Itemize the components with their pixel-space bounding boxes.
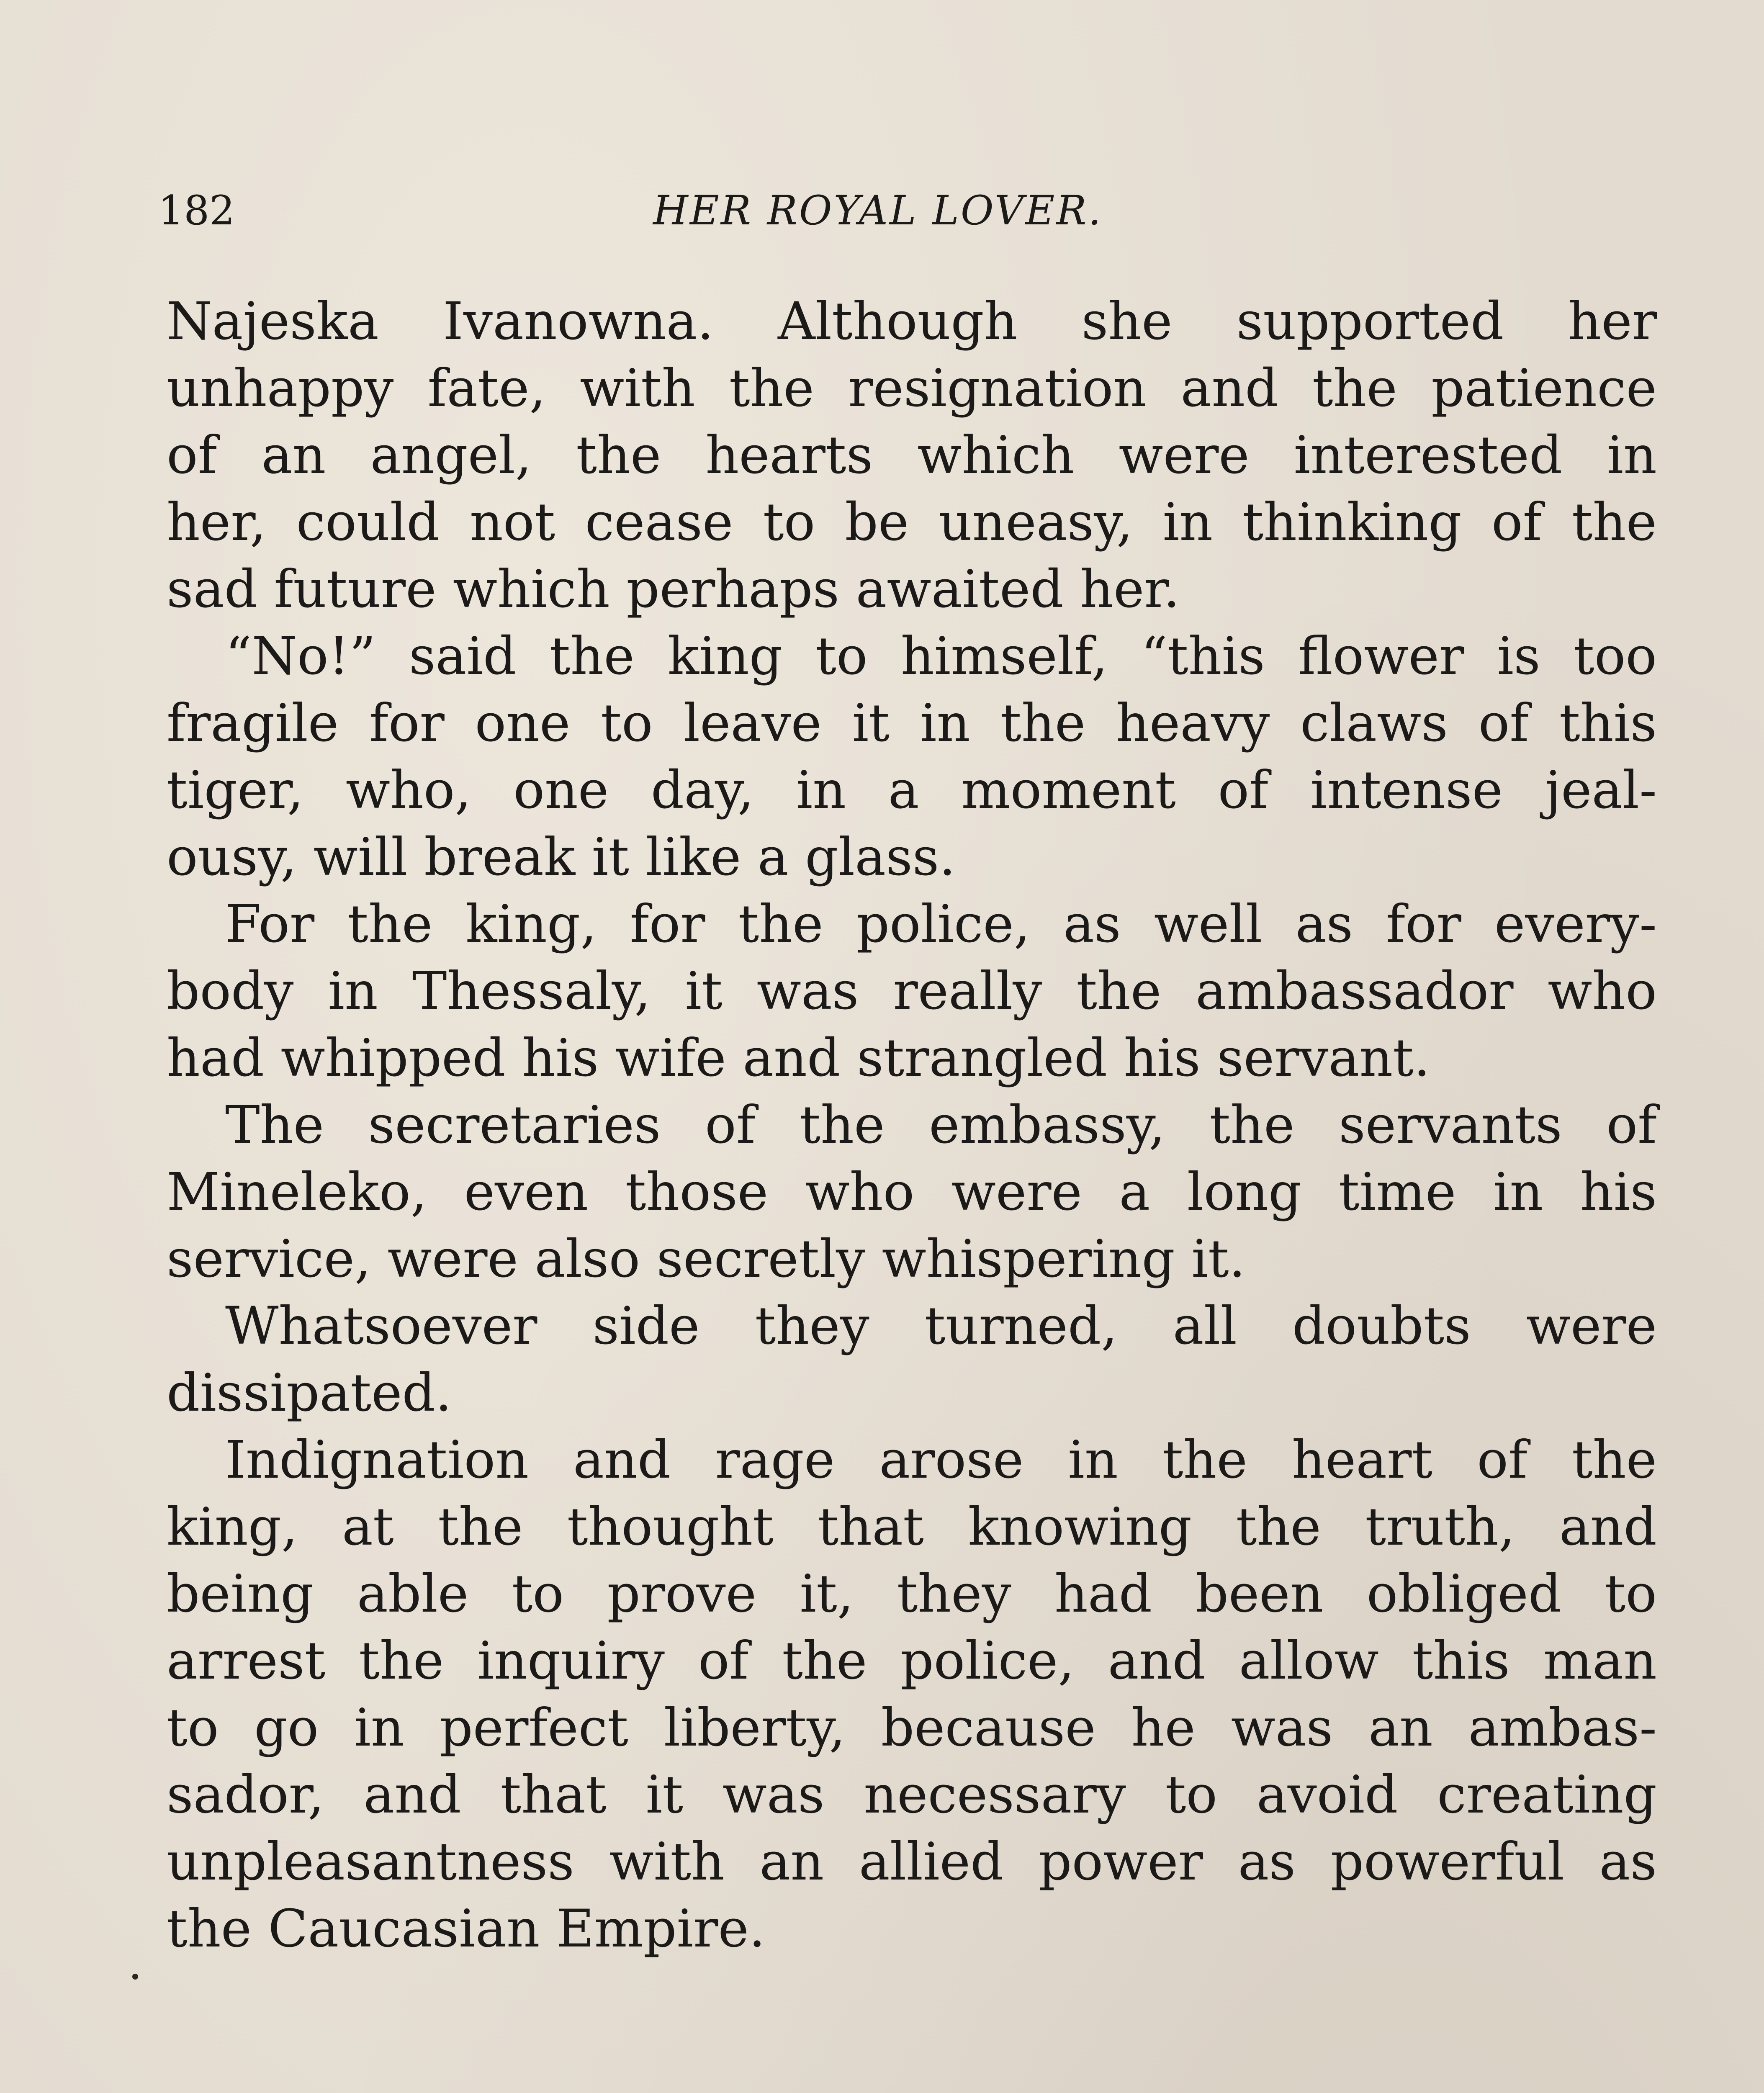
text-line: to go in perfect liberty, because he was an ambas- <box>167 1698 1657 1758</box>
text-line: the Caucasian Empire. <box>167 1899 766 1959</box>
paragraph <box>167 891 1657 1092</box>
text-line: Mineleko, even those who were a long time in his <box>167 1162 1657 1222</box>
text-line: service, were also secretly whispering it. <box>167 1229 1246 1289</box>
text-line: sad future which perhaps awaited her. <box>167 559 1180 620</box>
text-line: being able to prove it, they had been obliged to <box>167 1564 1657 1624</box>
paragraph <box>167 1427 1657 1962</box>
text-line: king, at the thought that knowing the truth, and <box>167 1497 1657 1557</box>
text-line: fragile for one to leave it in the heavy claws of this <box>167 693 1657 753</box>
margin-mark <box>132 1974 138 1980</box>
text-line: unhappy fate, with the resignation and the patience <box>167 358 1657 419</box>
text-line: had whipped his wife and strangled his servant. <box>167 1028 1430 1088</box>
running-head: HER ROYAL LOVER. <box>653 187 1103 234</box>
text-line: Najeska Ivanowna. Although she supported her <box>167 291 1657 352</box>
paragraph <box>167 1092 1657 1293</box>
text-line: her, could not cease to be uneasy, in thinking of the <box>167 492 1657 553</box>
text-line: dissipated. <box>167 1363 452 1423</box>
text-line: of an angel, the hearts which were interested in <box>167 425 1657 486</box>
text-line: Indignation and rage arose in the heart of the <box>225 1430 1657 1490</box>
text-line: Whatsoever side they turned, all doubts were <box>225 1296 1657 1356</box>
body-text <box>167 288 1657 1962</box>
text-line: ousy, will break it like a glass. <box>167 827 956 887</box>
text-line: tiger, who, one day, in a moment of intense jeal- <box>167 760 1657 820</box>
paragraph <box>167 1293 1657 1427</box>
text-line: arrest the inquiry of the police, and allow this man <box>167 1631 1657 1691</box>
text-line: For the king, for the police, as well as for every- <box>225 894 1657 954</box>
page-number: 182 <box>158 187 235 234</box>
paragraph <box>167 623 1657 891</box>
text-line: “No!” said the king to himself, “this flower is too <box>225 626 1657 687</box>
text-line: The secretaries of the embassy, the servants of <box>225 1095 1657 1155</box>
text-line: unpleasantness with an allied power as powerful as <box>167 1832 1657 1892</box>
text-line: sador, and that it was necessary to avoid creating <box>167 1765 1657 1825</box>
text-line: body in Thessaly, it was really the ambassador who <box>167 961 1657 1021</box>
paragraph <box>167 288 1657 623</box>
